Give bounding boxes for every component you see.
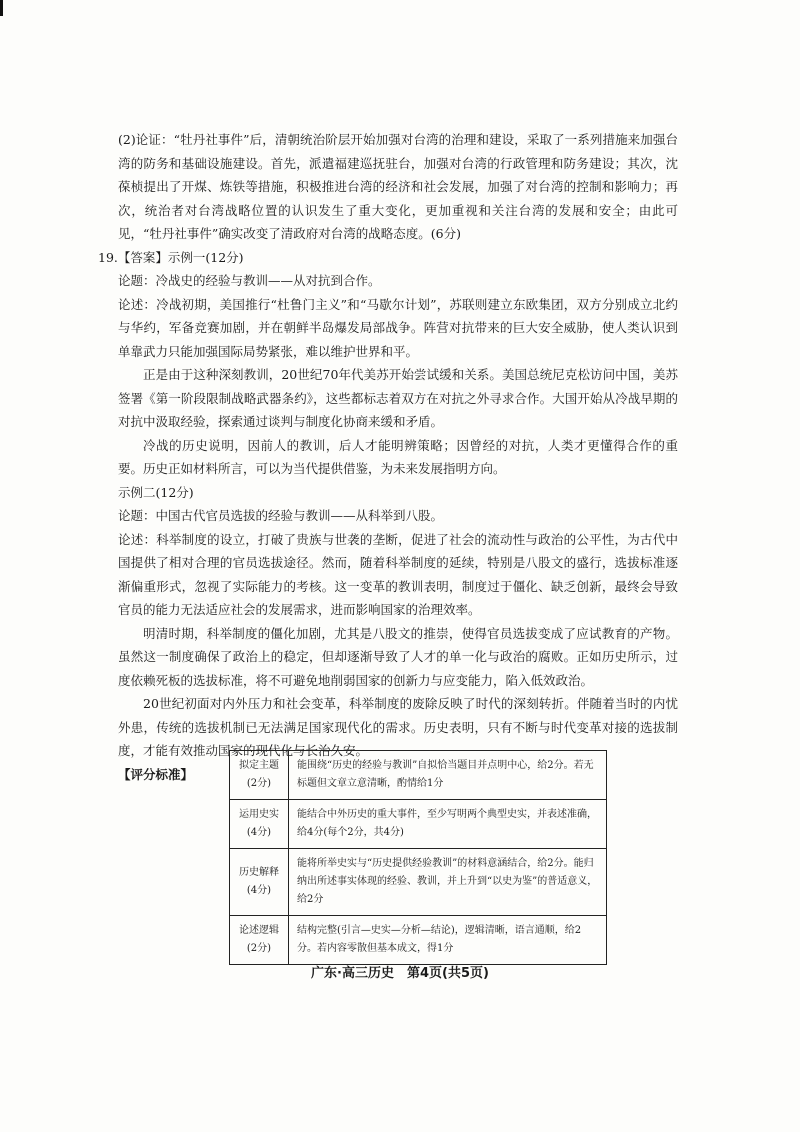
rubric-description: 能围绕“历史的经验与教训”自拟恰当题目并点明中心，给2分。若无标题但文章立意清晰，酌情给1分 bbox=[289, 751, 607, 800]
example2-argument-para1: 论述：科举制度的设立，打破了贵族与世袭的垄断，促进了社会的流动性与政治的公平性，为古代中国提供了相对合理的官员选拔途径。然而，随着科举制度的延续，特别是八股文的盛行，选拔标准逐渐偏重形式，忽视了实际能力的考核。这一变革的教训表明，制度过于僵化、缺乏创新，最终会导致官员的能力无法适应社会的发展需求，进而影响国家的治理效率。 bbox=[118, 531, 678, 617]
rubric-criterion-points: (4分) bbox=[246, 885, 272, 896]
example2-argument-para3: 20世纪初面对内外压力和社会变革，科举制度的废除反映了时代的深刻转折。伴随着当时的内忧外患，传统的选拔机制已无法满足国家现代化的需求。历史表明，只有不断与时代变革对接的选拔制度，才能有效推动国家的现代化与长治久安。 bbox=[118, 696, 678, 758]
rubric-criterion-name: 运用史实 bbox=[239, 809, 279, 820]
rubric-criterion bbox=[230, 751, 289, 800]
rubric-criterion-name: 拟定主题 bbox=[239, 760, 279, 771]
example1-argument-para1: 论述：冷战初期，美国推行“杜鲁门主义”和“马歇尔计划”，苏联则建立东欧集团，双方分别成立北约与华约，军备竞赛加剧，并在朝鲜半岛爆发局部战争。阵营对抗带来的巨大安全威胁，使人类认识到单靠武力只能加强国际局势紧张，难以维护世界和平。 bbox=[118, 296, 678, 359]
rubric-criterion-points: (4分) bbox=[246, 827, 272, 838]
rubric-row bbox=[230, 916, 607, 965]
q19-answer-header: 19.【答案】示例一(12分) bbox=[98, 249, 244, 265]
rubric-row bbox=[230, 800, 607, 849]
rubric-description: 结构完整(引言—史实—分析—结论)，逻辑清晰，语言通顺，给2分。若内容零散但基本成文，得1分 bbox=[289, 916, 607, 965]
rubric-row bbox=[230, 751, 607, 800]
rubric-criterion bbox=[230, 800, 289, 849]
example2-thesis: 论题：中国古代官员选拔的经验与教训——从科举到八股。 bbox=[118, 508, 444, 523]
rubric-description: 能将所举史实与“历史提供经验教训”的材料意涵结合，给2分。能归纳出所述事实体现的经验、教训，并上升到“以史为鉴”的普适意义，给2分 bbox=[289, 849, 607, 916]
example1-thesis: 论题：冷战史的经验与教训——从对抗到合作。 bbox=[118, 273, 381, 288]
rubric-criterion bbox=[230, 916, 289, 965]
page-body bbox=[98, 128, 678, 786]
rubric-criterion-points: (2分) bbox=[246, 778, 272, 789]
rubric-criterion-name: 历史解释 bbox=[239, 867, 279, 878]
example1-argument-para2: 正是由于这种深刻教训，20世纪70年代美苏开始尝试缓和关系。美国总统尼克松访问中国，美苏签署《第一阶段限制战略武器条约》，这些都标志着双方在对抗之外寻求合作。大国开始从冷战早期的对抗中汲取经验，探索通过谈判与制度化协商来缓和矛盾。 bbox=[118, 367, 678, 429]
scan-edge-mark bbox=[0, 0, 3, 16]
example1-argument-para3: 冷战的历史说明，因前人的教训，后人才能明辨策略；因曾经的对抗，人类才更懂得合作的重要。历史正如材料所言，可以为当代提供借鉴，为未来发展指明方向。 bbox=[118, 437, 678, 476]
rubric-description: 能结合中外历史的重大事件，至少写明两个典型史实，并表述准确，给4分(每个2分，共4分) bbox=[289, 800, 607, 849]
rubric-criterion bbox=[230, 849, 289, 916]
rubric-title: 【评分标准】 bbox=[118, 766, 194, 782]
rubric-table bbox=[229, 750, 607, 965]
rubric-criterion-points: (2分) bbox=[246, 943, 272, 954]
q18-part2-text: (2)论证：“牡丹社事件”后，清朝统治阶层开始加强对台湾的治理和建设，采取了一系列措施来加强台湾的防务和基础设施建设。首先，派遣福建巡抚驻台，加强对台湾的行政管理和防务建设；其次，沈葆桢提出了开煤、炼铁等措施，积极推进台湾的经济和社会发展，加强了对台湾的控制和影响力；再次，统治者对台湾战略位置的认识发生了重大变化，更加重视和关注台湾的发展和安全；由此可见，“牡丹社事件”确实改变了清政府对台湾的战略态度。(6分) bbox=[118, 132, 678, 241]
rubric-criterion-name: 论述逻辑 bbox=[239, 925, 279, 936]
rubric-row bbox=[230, 849, 607, 916]
example2-argument-para2: 明清时期，科举制度的僵化加剧，尤其是八股文的推崇，使得官员选拔变成了应试教育的产物。虽然这一制度确保了政治上的稳定，但却逐渐导致了人才的单一化与政治的腐败。正如历史所示，过度依赖死板的选拔标准，将不可避免地削弱国家的创新力与应变能力，陷入低效政治。 bbox=[118, 625, 678, 688]
example2-header: 示例二(12分) bbox=[118, 484, 194, 500]
page-footer: 广东·高三历史 第4页(共5页) bbox=[311, 966, 489, 981]
